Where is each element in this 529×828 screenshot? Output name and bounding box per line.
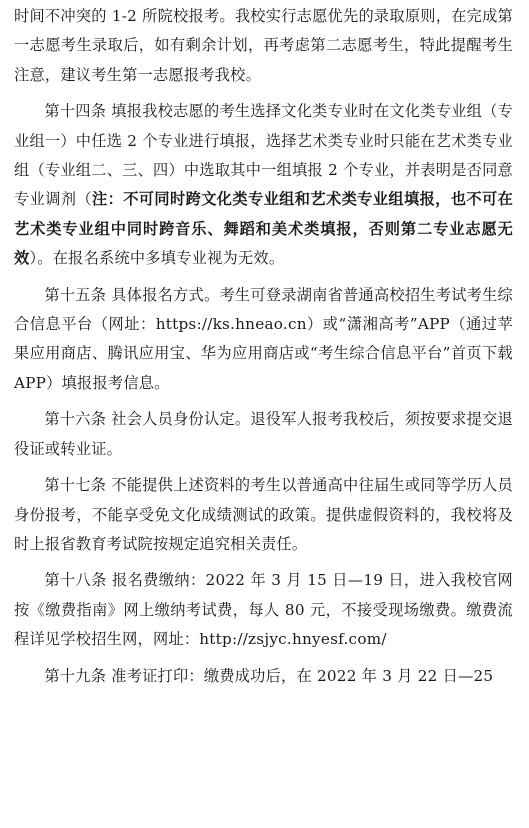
paragraph-text: 第十七条 不能提供上述资料的考生以普通高中往届生或同等学历人员身份报考，不能享受免文化成绩测试的政策。提供虚假资料的，我校将及时上报省教育考试院按规定追究相关责任。 (14, 476, 513, 553)
paragraph-article-14 (14, 97, 513, 273)
paragraph-text: 第十四条 填报我校志愿的考生选择文化类专业时在文化类专业组（专业组一）中任选 2 个专业进行填报，选择艺术类专业时只能在艺术类专业组（专业组二、三、四）中选取其中一组填报 2 个专业，并表明是否同意专业调剂（ (14, 102, 513, 209)
paragraph-article-15 (14, 281, 513, 399)
paragraph-article-19 (14, 662, 513, 691)
paragraph-text: 第十五条 具体报名方式。考生可登录湖南省普通高校招生考试考生综合信息平台（网址：https://ks.hneao.cn）或“潇湘高考”APP（通过苹果应用商店、腾讯应用宝、华为应用商店或“考生综合信息平台”首页下载 APP）填报报考信息。 (14, 285, 513, 392)
paragraph-text: 时间不冲突的 1-2 所院校报考。我校实行志愿优先的录取原则，在完成第一志愿考生录取后，如有剩余计划，再考虑第二志愿考生，特此提醒考生注意，建议考生第一志愿报考我校。 (14, 7, 513, 84)
paragraph-article-16 (14, 405, 513, 464)
paragraph-article-18 (14, 566, 513, 654)
bold-note-text: 注：不可同时跨文化类专业组和艺术类专业组填报，也不可在艺术类专业组中同时跨音乐、舞蹈和美术类填报，否则第二专业志愿无效 (14, 190, 514, 268)
paragraph-text: 第十八条 报名费缴纳：2022 年 3 月 15 日—19 日，进入我校官网按《缴费指南》网上缴纳考试费，每人 80 元，不接受现场缴费。缴费流程详见学校招生网，网址：http://zsjyc.hnyesf.com/ (14, 571, 513, 649)
paragraph-text: 第十九条 准考证打印：缴费成功后，在 2022 年 3 月 22 日—25 (44, 666, 494, 685)
paragraph-article-17 (14, 471, 513, 559)
paragraph-text: ）。在报名系统中多填专业视为无效。 (29, 249, 285, 268)
paragraph-text: 第十六条 社会人员身份认定。退役军人报考我校后，须按要求提交退役证或转业证。 (14, 410, 513, 458)
paragraph-continuation (14, 2, 513, 90)
